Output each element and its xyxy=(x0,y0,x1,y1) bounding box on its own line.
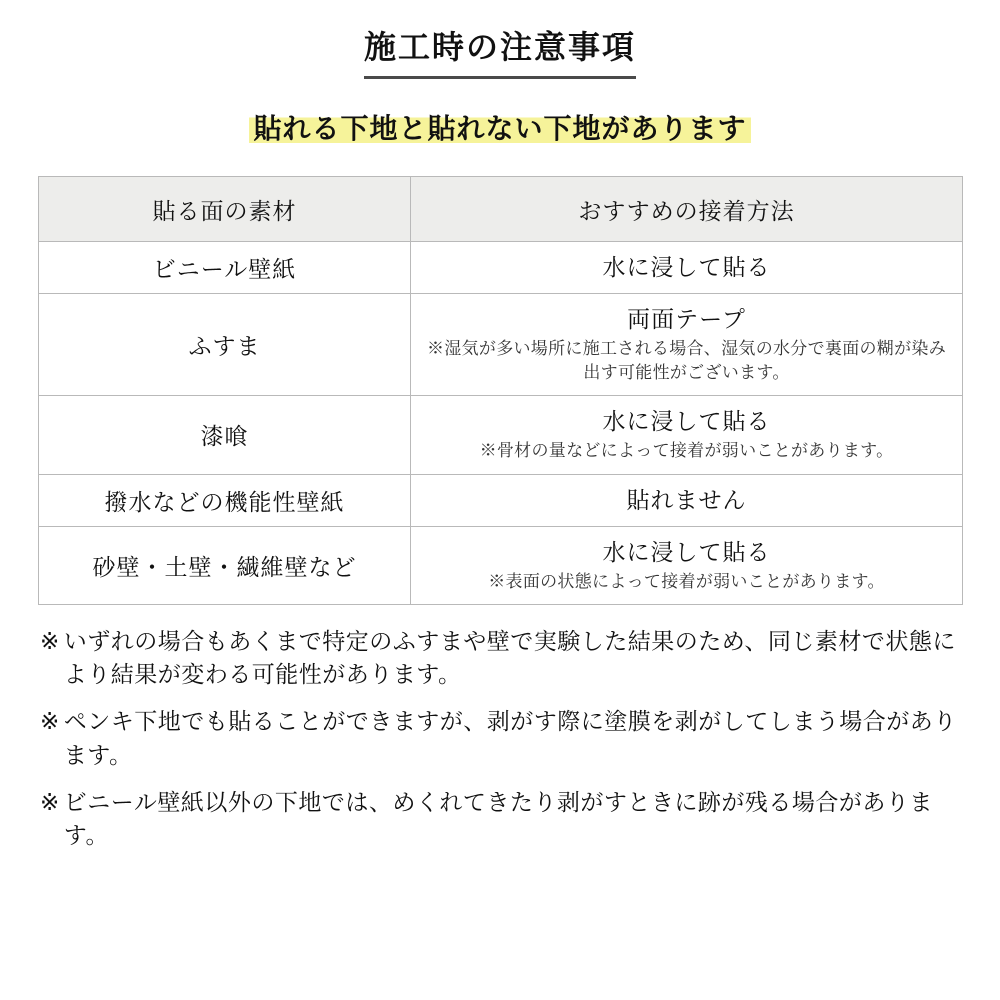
footnote-item xyxy=(40,786,960,853)
table-body xyxy=(39,242,963,605)
footnote-mark: ※ xyxy=(40,627,60,654)
cell-material: 撥水などの機能性壁紙 xyxy=(39,474,411,526)
cell-material: ビニール壁紙 xyxy=(39,242,411,294)
page-subtitle: 貼れる下地と貼れない下地があります xyxy=(249,111,750,146)
table-row xyxy=(39,474,963,526)
footnote-text: ビニール壁紙以外の下地では、めくれてきたり剥がすときに跡が残る場合があります。 xyxy=(63,789,933,849)
cell-material: 砂壁・土壁・繊維壁など xyxy=(39,526,411,604)
page-title-container xyxy=(0,0,1000,79)
footnote-text: いずれの場合もあくまで特定のふすまや壁で実験した結果のため、同じ素材で状態により結果が変わる可能性があります。 xyxy=(63,627,956,688)
footnote-text: ペンキ下地でも貼ることができますが、剥がす際に塗膜を剥がしてしまう場合があります。 xyxy=(63,708,957,768)
method-sub-text: ※湿気が多い場所に施工される場合、湿気の水分で裏面の糊が染み出す可能性がございます。 xyxy=(427,339,946,383)
footnote-mark: ※ xyxy=(40,708,60,735)
footnote-mark: ※ xyxy=(40,789,60,816)
cell-material: ふすま xyxy=(39,294,411,396)
cell-method xyxy=(411,474,963,526)
page-title: 施工時の注意事項 xyxy=(364,22,636,79)
surface-method-table-container xyxy=(38,176,962,605)
table-row xyxy=(39,396,963,474)
cell-method xyxy=(411,526,963,604)
method-sub-text: ※表面の状態によって接着が弱いことがあります。 xyxy=(488,571,885,591)
method-main-text: 水に浸して貼る xyxy=(602,538,771,565)
table-row xyxy=(39,242,963,294)
table-row xyxy=(39,526,963,604)
method-main-text: 水に浸して貼る xyxy=(602,408,771,435)
cell-method xyxy=(411,242,963,294)
method-main-text: 水に浸して貼る xyxy=(602,254,771,280)
footnotes-container xyxy=(40,625,960,853)
method-main-text: 両面テープ xyxy=(627,306,746,333)
table-header-row xyxy=(39,177,963,242)
cell-method xyxy=(411,396,963,474)
cell-method xyxy=(411,294,963,396)
column-header-material: 貼る面の素材 xyxy=(39,177,411,242)
table-header xyxy=(39,177,963,242)
surface-method-table xyxy=(38,176,963,605)
table-row xyxy=(39,294,963,396)
page-subtitle-container xyxy=(0,111,1000,146)
method-sub-text: ※骨材の量などによって接着が弱いことがあります。 xyxy=(479,441,894,461)
column-header-method: おすすめの接着方法 xyxy=(411,177,963,242)
cell-material: 漆喰 xyxy=(39,396,411,474)
footnote-item xyxy=(40,625,960,692)
footnote-item xyxy=(40,705,960,772)
method-main-text: 貼れません xyxy=(626,486,747,513)
